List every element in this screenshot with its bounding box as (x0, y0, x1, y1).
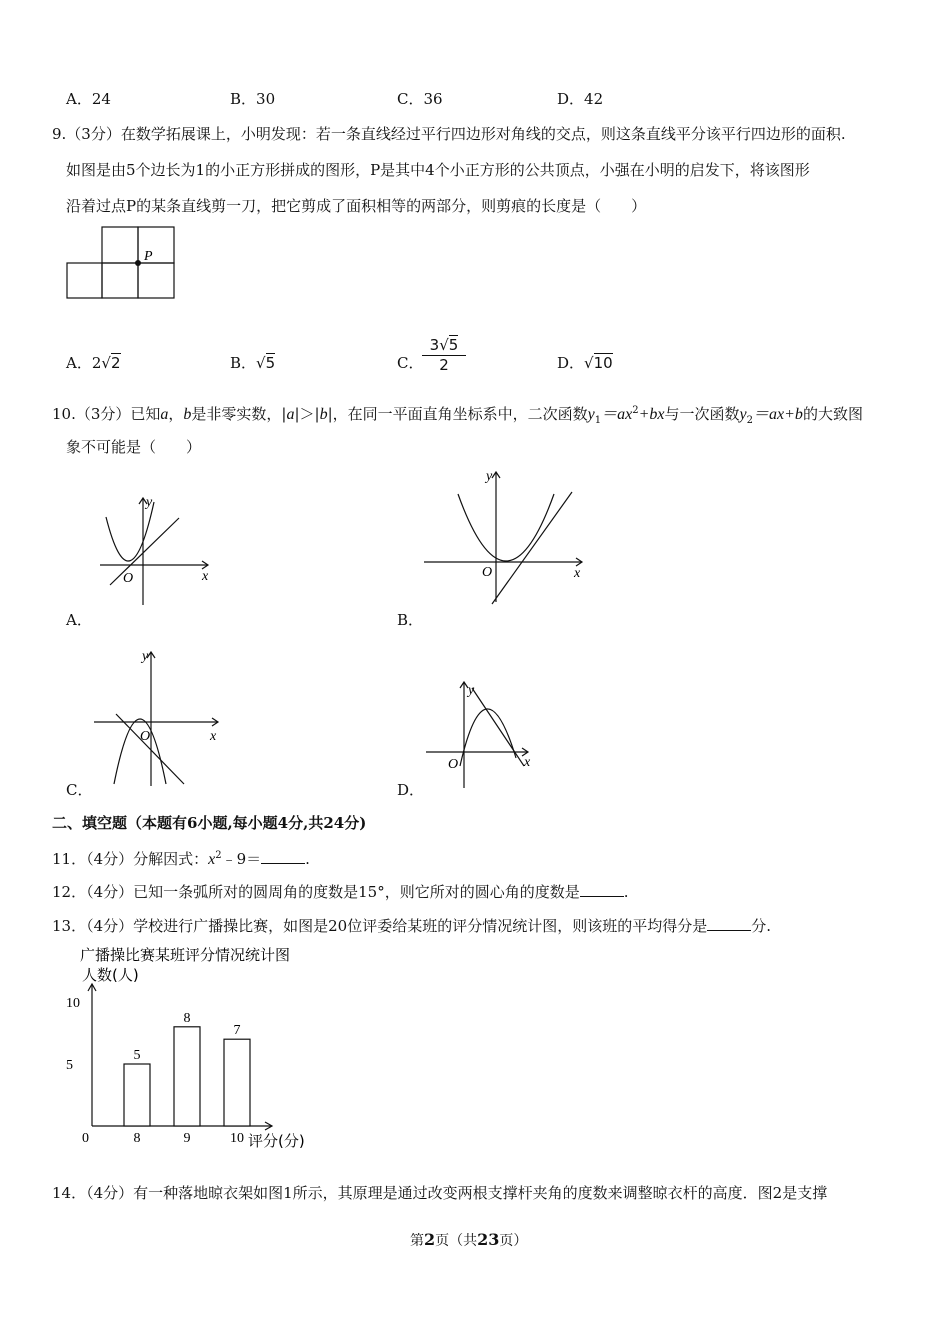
q9-line-2: 如图是由5个边长为1的小正方形拼成的图形，P是其中4个小正方形的公共顶点，小强在小明的启发下，将该图形 (66, 161, 810, 179)
square-top-left (102, 227, 138, 263)
q9-option-d-radicand: 10 (593, 354, 613, 372)
x-label: x (202, 569, 209, 584)
point-p-label: P (144, 249, 153, 264)
q9-option-c-denominator: 2 (439, 356, 449, 374)
q10-label-a: A． (66, 611, 92, 629)
bar-8 (124, 1064, 150, 1126)
q10-graph-b (420, 462, 592, 610)
chart-y-tick-label: 10 (66, 996, 80, 1011)
footer-mid: 页（共 (435, 1233, 478, 1249)
q9-option-c-numerator-radicand: 5 (448, 336, 459, 354)
q13 (52, 916, 771, 936)
q13-bar-chart (62, 940, 342, 1160)
q10-eq1b: +bx (638, 406, 665, 423)
q10-label-d: D． (397, 781, 425, 799)
q11-x: x (208, 851, 216, 868)
q12-answer-blank[interactable] (580, 882, 624, 897)
q13-end: 分. (751, 917, 772, 935)
y-label: y (142, 649, 149, 664)
q9-option-d: D．√10 (557, 354, 613, 372)
footer-total-pages: 23 (477, 1230, 500, 1249)
q10-line-1 (52, 401, 863, 431)
footer-page-number: 2 (424, 1230, 436, 1249)
q9-option-d-label: D． (557, 354, 585, 372)
q11-text: 11．（4分）分解因式： (52, 850, 209, 868)
square-bottom-right (138, 263, 174, 298)
q10-text-2: |＞| (294, 405, 320, 423)
q10-graph-d (420, 676, 544, 792)
q8-option-d: D．42 (557, 90, 604, 108)
y-label: y (468, 683, 475, 698)
origin-label: O (123, 571, 134, 586)
q10-var-b: b (183, 406, 192, 423)
chart-y-tick-label: 5 (66, 1058, 73, 1073)
q9-option-b: B．√5 (230, 354, 276, 372)
x-tick-label: 10 (230, 1131, 244, 1146)
q10-y2: y (739, 406, 747, 423)
q10-number: 10.（3分）已知 (52, 405, 161, 423)
q12 (52, 882, 629, 902)
q9-option-c-numerator-coef: 3 (429, 336, 440, 354)
x-label: x (574, 566, 581, 581)
y-label: y (486, 469, 493, 484)
q11-end: . (305, 850, 310, 868)
q10-graph-a (92, 492, 222, 610)
q12-end: . (623, 883, 629, 901)
x-tick-label: 8 (133, 1131, 141, 1146)
line (472, 688, 524, 766)
q10-eq1: ＝ax (601, 406, 633, 423)
q10-comma: ， (168, 405, 184, 423)
q9-line-1: 9.（3分）在数学拓展课上，小明发现：若一条直线经过平行四边形对角线的交点，则这条直线平分该平行四边形的面积. (52, 125, 846, 143)
q9-option-c-fraction: 3√5 2 (422, 336, 466, 374)
q11 (52, 846, 310, 870)
q10-line-2: 象不可能是（ ） (66, 438, 202, 456)
origin-label: O (448, 757, 459, 772)
y-label: y (146, 495, 153, 510)
q9-option-b-radicand: 5 (265, 354, 276, 372)
chart-title: 广播操比赛某班评分情况统计图 (80, 946, 291, 964)
q9-option-a: A．2√2 (66, 354, 121, 372)
q10-y2-sub: 2 (746, 415, 754, 426)
parabola (460, 709, 516, 766)
q9-option-a-coef: 2 (91, 354, 102, 372)
footer-post: 页） (499, 1233, 528, 1249)
q10-text-3: |，在同一平面直角坐标系中，二次函数 (327, 405, 588, 423)
q8-option-c: C．36 (397, 90, 443, 108)
q10-text-1: 是非零实数，| (191, 405, 287, 423)
q10-abs-b: b (319, 406, 328, 423)
q10-label-b: B． (397, 611, 424, 629)
line (492, 492, 572, 604)
q10-eq2: ＝ax+b (753, 406, 803, 423)
q10-graph-c (88, 644, 228, 790)
point-p (135, 260, 141, 266)
q12-text: 12．（4分）已知一条弧所对的圆周角的度数是15°，则它所对的圆心角的度数是 (52, 883, 580, 901)
q11-answer-blank[interactable] (261, 849, 305, 864)
section-fill-in-heading: 二、填空题（本题有6小题,每小题4分,共24分) (52, 814, 367, 832)
q8-option-a: A．24 (66, 90, 111, 108)
q10-var-a: a (160, 406, 169, 423)
q9-option-a-label: A． (66, 354, 92, 372)
q9-line-3: 沿着过点P的某条直线剪一刀，把它剪成了面积相等的两部分，则剪痕的长度是（ ） (66, 197, 647, 215)
page-footer (410, 1230, 527, 1250)
q10-y1-sub: 1 (594, 415, 602, 426)
q9-squares-figure (60, 222, 190, 306)
line (110, 518, 179, 585)
q10-text-5: 的大致图 (802, 405, 863, 423)
x-label: x (524, 755, 531, 770)
bar-10 (224, 1039, 250, 1126)
q8-option-b: B．30 (230, 90, 276, 108)
parabola (106, 502, 154, 561)
line (116, 714, 184, 784)
bar-value-label: 5 (133, 1048, 141, 1063)
bar-value-label: 7 (233, 1023, 241, 1039)
q9-option-b-label: B． (230, 354, 257, 372)
chart-y-tick-label: 0 (82, 1131, 89, 1146)
q11-rest: ﹣9＝ (221, 850, 262, 868)
footer-pre: 第 (410, 1233, 424, 1249)
square-bottom-middle (102, 263, 138, 298)
q10-label-c: C． (66, 781, 93, 799)
chart-x-axis-label: 评分(分) (248, 1132, 305, 1150)
q11-sup: 2 (215, 850, 222, 861)
q10-y1: y (587, 406, 595, 423)
x-label: x (210, 729, 217, 744)
origin-label: O (140, 729, 151, 744)
q10-abs-a: a (286, 406, 295, 423)
bar-value-label: 8 (183, 1010, 191, 1026)
chart-y-axis-label: 人数(人) (82, 966, 139, 984)
origin-label: O (482, 565, 493, 580)
q10-eq1-sup: 2 (632, 405, 639, 416)
q13-answer-blank[interactable] (707, 916, 751, 931)
q9-option-c-label: C． (397, 354, 424, 372)
square-bottom-left (67, 263, 102, 298)
q9-option-a-radicand: 2 (110, 354, 121, 372)
parabola (458, 494, 554, 561)
bar-9 (174, 1027, 200, 1126)
q13-text: 13．（4分）学校进行广播操比赛，如图是20位评委给某班的评分情况统计图，则该班的平均得分是 (52, 917, 708, 935)
q14-line-1: 14．（4分）有一种落地晾衣架如图1所示，其原理是通过改变两根支撑杆夹角的度数来调整晾衣杆的高度．图2是支撑 (52, 1184, 828, 1202)
q10-text-4: 与一次函数 (664, 405, 740, 423)
x-tick-label: 9 (183, 1131, 191, 1146)
